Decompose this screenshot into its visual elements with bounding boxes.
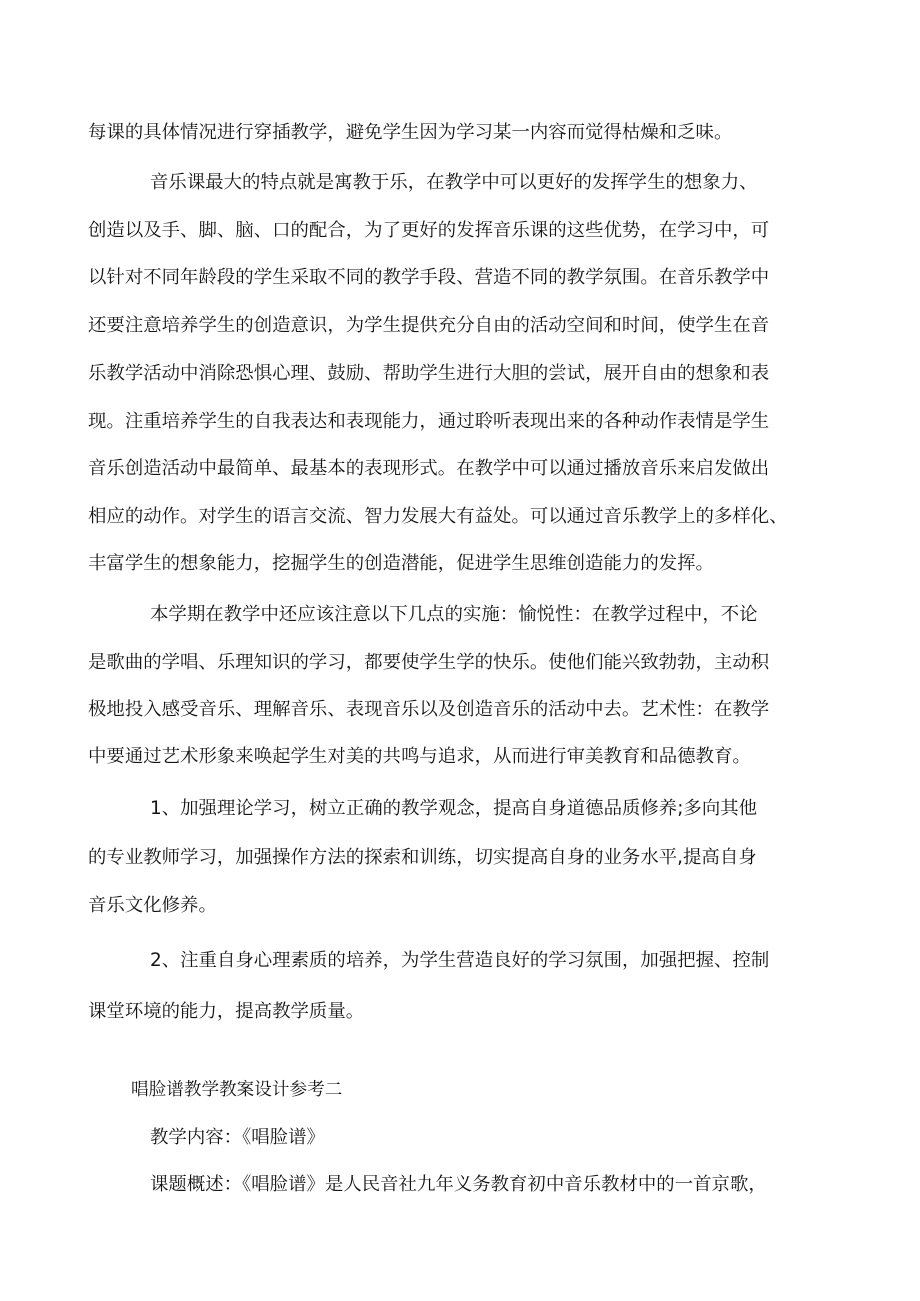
paragraph-line: 相应的动作。对学生的语言交流、智力发展大有益处。可以通过音乐教学上的多样化、 bbox=[88, 506, 788, 527]
paragraph-line: 每课的具体情况进行穿插教学，避免学生因为学习某一内容而觉得枯燥和乏味。 bbox=[88, 122, 733, 143]
paragraph-line: 1、加强理论学习，树立正确的教学观念，提高自身道德品质修养;多向其他 bbox=[150, 798, 758, 819]
teaching-content-line: 教学内容：《唱脸谱》 bbox=[150, 1127, 325, 1148]
paragraph-line: 创造以及手、脚、脑、口的配合，为了更好的发挥音乐课的这些优势，在学习中，可 bbox=[88, 220, 770, 241]
paragraph-line: 极地投入感受音乐、理解音乐、表现音乐以及创造音乐的活动中去。艺术性：在教学 bbox=[88, 699, 770, 720]
paragraph-line: 本学期在教学中还应该注意以下几点的实施：愉悦性：在教学过程中，不论 bbox=[150, 604, 758, 625]
paragraph-line: 中要通过艺术形象来唤起学生对美的共鸣与追求，从而进行审美教育和品德教育。 bbox=[88, 746, 751, 767]
paragraph-line: 课堂环境的能力，提高教学质量。 bbox=[88, 1001, 365, 1022]
paragraph-line: 音乐课最大的特点就是寓教于乐，在教学中可以更好的发挥学生的想象力、 bbox=[150, 172, 758, 193]
paragraph-line: 现。注重培养学生的自我表达和表现能力，通过聆听表现出来的各种动作表情是学生 bbox=[88, 411, 770, 432]
section-title: 唱脸谱教学教案设计参考二 bbox=[131, 1080, 343, 1100]
paragraph-line: 还要注意培养学生的创造意识，为学生提供充分自由的活动空间和时间，使学生在音 bbox=[88, 315, 770, 336]
paragraph-line: 的专业教师学习，加强操作方法的探索和训练，切实提高自身的业务水平,提高自身 bbox=[88, 847, 757, 868]
paragraph-line: 以针对不同年龄段的学生采取不同的教学手段、营造不同的教学氛围。在音乐教学中 bbox=[88, 267, 770, 288]
paragraph-line: 2、注重自身心理素质的培养，为学生营造良好的学习氛围，加强把握、控制 bbox=[150, 950, 770, 971]
paragraph-line: 是歌曲的学唱、乐理知识的学习，都要使学生学的快乐。使他们能兴致勃勃，主动积 bbox=[88, 652, 770, 673]
paragraph-line: 音乐文化修养。 bbox=[88, 895, 217, 916]
paragraph-line: 丰富学生的想象能力，挖掘学生的创造潜能，促进学生思维创造能力的发挥。 bbox=[88, 553, 714, 574]
paragraph-line: 音乐创造活动中最简单、最基本的表现形式。在教学中可以通过播放音乐来启发做出 bbox=[88, 458, 770, 479]
lesson-overview-line: 课题概述：《唱脸谱》是人民音社九年义务教育初中音乐教材中的一首京歌， bbox=[150, 1174, 767, 1195]
paragraph-line: 乐教学活动中消除恐惧心理、鼓励、帮助学生进行大胆的尝试，展开自由的想象和表 bbox=[88, 363, 770, 384]
